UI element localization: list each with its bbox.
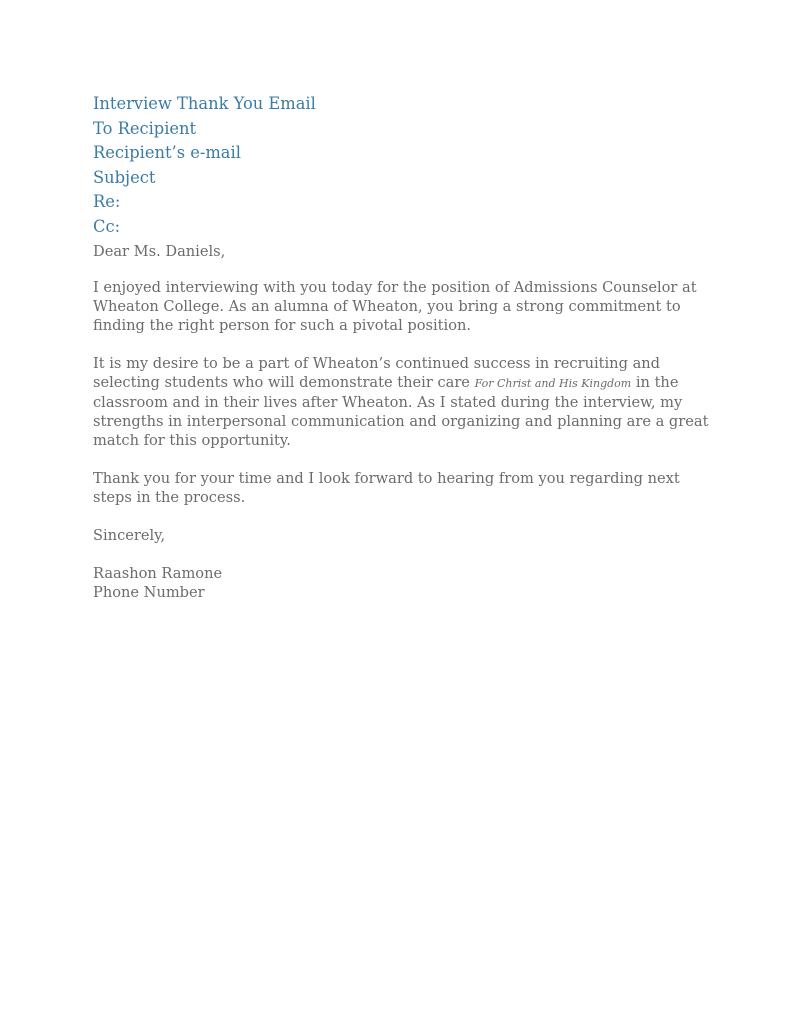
document-title: Interview Thank You Email (93, 94, 316, 113)
paragraph-2 (93, 354, 713, 450)
signature-name: Raashon Ramone (93, 564, 223, 582)
paragraph-2-before: It is my desire to be a part of Wheaton’s continued success in recruiting and selecting students who will demonstrate their care (93, 354, 661, 391)
paragraph-3: Thank you for your time and I look forward to hearing from you regarding next steps in the process. (93, 469, 680, 506)
closing: Sincerely, (93, 526, 166, 544)
subject-field: Subject (93, 167, 156, 187)
cc-field: Cc: (93, 216, 121, 236)
greeting: Dear Ms. Daniels, (93, 242, 226, 260)
paragraph-2-after: in the classroom and in their lives after Wheaton. As I stated during the interview, my strengths in interpersonal communication and organizing and planning are a great match for this opportunity. (93, 373, 709, 449)
paragraph-1: I enjoyed interviewing with you today for the position of Admissions Counselor at Wheaton College. As an alumna of Wheaton, you bring a strong commitment to finding the right person for such a pivotal position. (93, 278, 697, 334)
to-recipient-field: To Recipient (93, 118, 197, 138)
motto-text: For Christ and His Kingdom (474, 376, 632, 390)
recipient-email-field: Recipient’s e-mail (93, 143, 241, 163)
signature-phone: Phone Number (93, 583, 205, 601)
re-field: Re: (93, 192, 121, 212)
email-document (93, 92, 713, 602)
